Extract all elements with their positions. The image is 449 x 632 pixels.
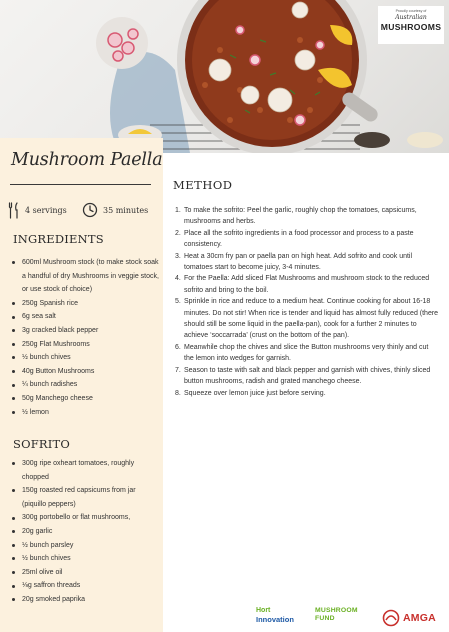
recipe-title: Mushroom Paella — [11, 150, 163, 170]
time-label: 35 minutes — [103, 205, 149, 215]
sofrito-item: 20g smoked paprika — [10, 593, 160, 607]
ingredient-item: 250g Spanish rice — [10, 297, 160, 311]
ingredients-list — [10, 256, 160, 419]
fund-logo-line1: MUSHROOM — [315, 607, 358, 614]
brand-courtesy-text: Proudly courtesy of — [395, 9, 427, 13]
sofrito-item: 300g ripe oxheart tomatoes, roughly chopped — [10, 457, 160, 484]
method-steps — [175, 205, 440, 399]
step-number: 1. — [175, 207, 181, 214]
australian-mushrooms-logo — [378, 6, 444, 44]
hero-photo — [0, 0, 449, 153]
mushroom-fund-logo — [315, 607, 371, 629]
step-number: 5. — [175, 298, 181, 306]
sofrito-item: 150g roasted red capsicums from jar (piquillo peppers) — [10, 484, 160, 511]
clock-icon — [82, 202, 98, 218]
step-number: 8. — [175, 389, 181, 397]
step-text: Heat a 30cm fry pan or paella pan on high heat. Add sofrito and cook until tomatoes start to become juicy, 3-4 minutes. — [184, 252, 413, 272]
servings-label: 4 servings — [25, 205, 67, 215]
step-number: 3. — [175, 252, 181, 260]
method-step — [175, 388, 440, 399]
ingredient-item: 600ml Mushroom stock (to make stock soak a handful of dry Mushrooms in veggie stock, or use stock of choice) — [10, 256, 160, 297]
step-number: 6. — [175, 343, 181, 351]
sofrito-item: 300g portobello or flat mushrooms, — [10, 511, 160, 525]
method-step — [175, 342, 440, 365]
ingredient-item: 250g Flat Mushrooms — [10, 338, 160, 352]
step-number: 2. — [175, 229, 181, 237]
amga-logo — [382, 607, 447, 629]
step-text: For the Paella: Add sliced Flat Mushrooms and mushroom stock to the reduced sofrito and bring to the boil. — [184, 275, 430, 294]
sofrito-heading: SOFRITO — [13, 437, 70, 451]
method-step — [175, 296, 440, 342]
amga-text: AMGA — [403, 612, 436, 624]
brand-name-text: MUSHROOMS — [380, 22, 442, 32]
servings-info — [8, 201, 67, 219]
sofrito-item: ⅛g saffron threads — [10, 579, 160, 593]
method-step — [175, 365, 440, 388]
hort-logo-line1: Hort — [256, 607, 271, 614]
hort-logo-line2: Innovation — [256, 615, 294, 624]
cutlery-icon — [8, 202, 20, 219]
ingredient-item: ¼ bunch radishes — [10, 378, 160, 392]
ingredient-item: ½ bunch chives — [10, 351, 160, 365]
step-number: 7. — [175, 366, 181, 374]
ingredient-item: 50g Manchego cheese — [10, 392, 160, 406]
sofrito-item: ½ bunch parsley — [10, 539, 160, 553]
step-text: Meanwhile chop the chives and slice the Button mushrooms very thinly and cut the lemon into wedges for garnish. — [184, 343, 429, 363]
sofrito-item: 25ml olive oil — [10, 566, 160, 580]
ingredient-item: 3g cracked black pepper — [10, 324, 160, 338]
time-info — [82, 201, 148, 219]
hort-innovation-logo — [256, 607, 314, 629]
step-text: Place all the sofrito ingredients in a food processor and process to a paste consistency. — [184, 229, 414, 249]
title-divider — [10, 184, 151, 185]
step-text: Season to taste with salt and black pepper and garnish with chives, thinly sliced button mushrooms, radish and grated manchego cheese. — [184, 366, 431, 386]
ingredient-item: ½ lemon — [10, 406, 160, 420]
method-heading: METHOD — [173, 178, 233, 192]
method-step — [175, 273, 440, 296]
ingredients-heading: INGREDIENTS — [13, 232, 104, 246]
step-number: 4. — [175, 275, 181, 283]
sofrito-list — [10, 457, 160, 607]
fund-logo-line2: FUND — [315, 615, 335, 622]
step-text: Squeeze over lemon juice just before serving. — [184, 389, 326, 397]
method-step — [175, 205, 440, 228]
sofrito-item: ½ bunch chives — [10, 552, 160, 566]
step-text: Sprinkle in rice and reduce to a medium heat. Continue cooking for about 16-18 minutes. Do not stir! When rice is tender and liquid has almost fully reduced (there should still be some liquid in the paella-pan), cook for a further 2 minutes to achieve ‘soccarrada’ (crust on the bottom of the pan). — [184, 298, 439, 340]
method-step — [175, 228, 440, 251]
step-text: To make the sofrito: Peel the garlic, roughly chop the tomatoes, capsicums, mushrooms and herbs. — [184, 207, 417, 226]
brand-script-text: Australian — [395, 14, 427, 21]
ingredient-item: 40g Button Mushrooms — [10, 365, 160, 379]
amga-emblem-icon — [382, 609, 400, 627]
method-step — [175, 251, 440, 274]
sofrito-item: 20g garlic — [10, 525, 160, 539]
ingredient-item: 6g sea salt — [10, 310, 160, 324]
